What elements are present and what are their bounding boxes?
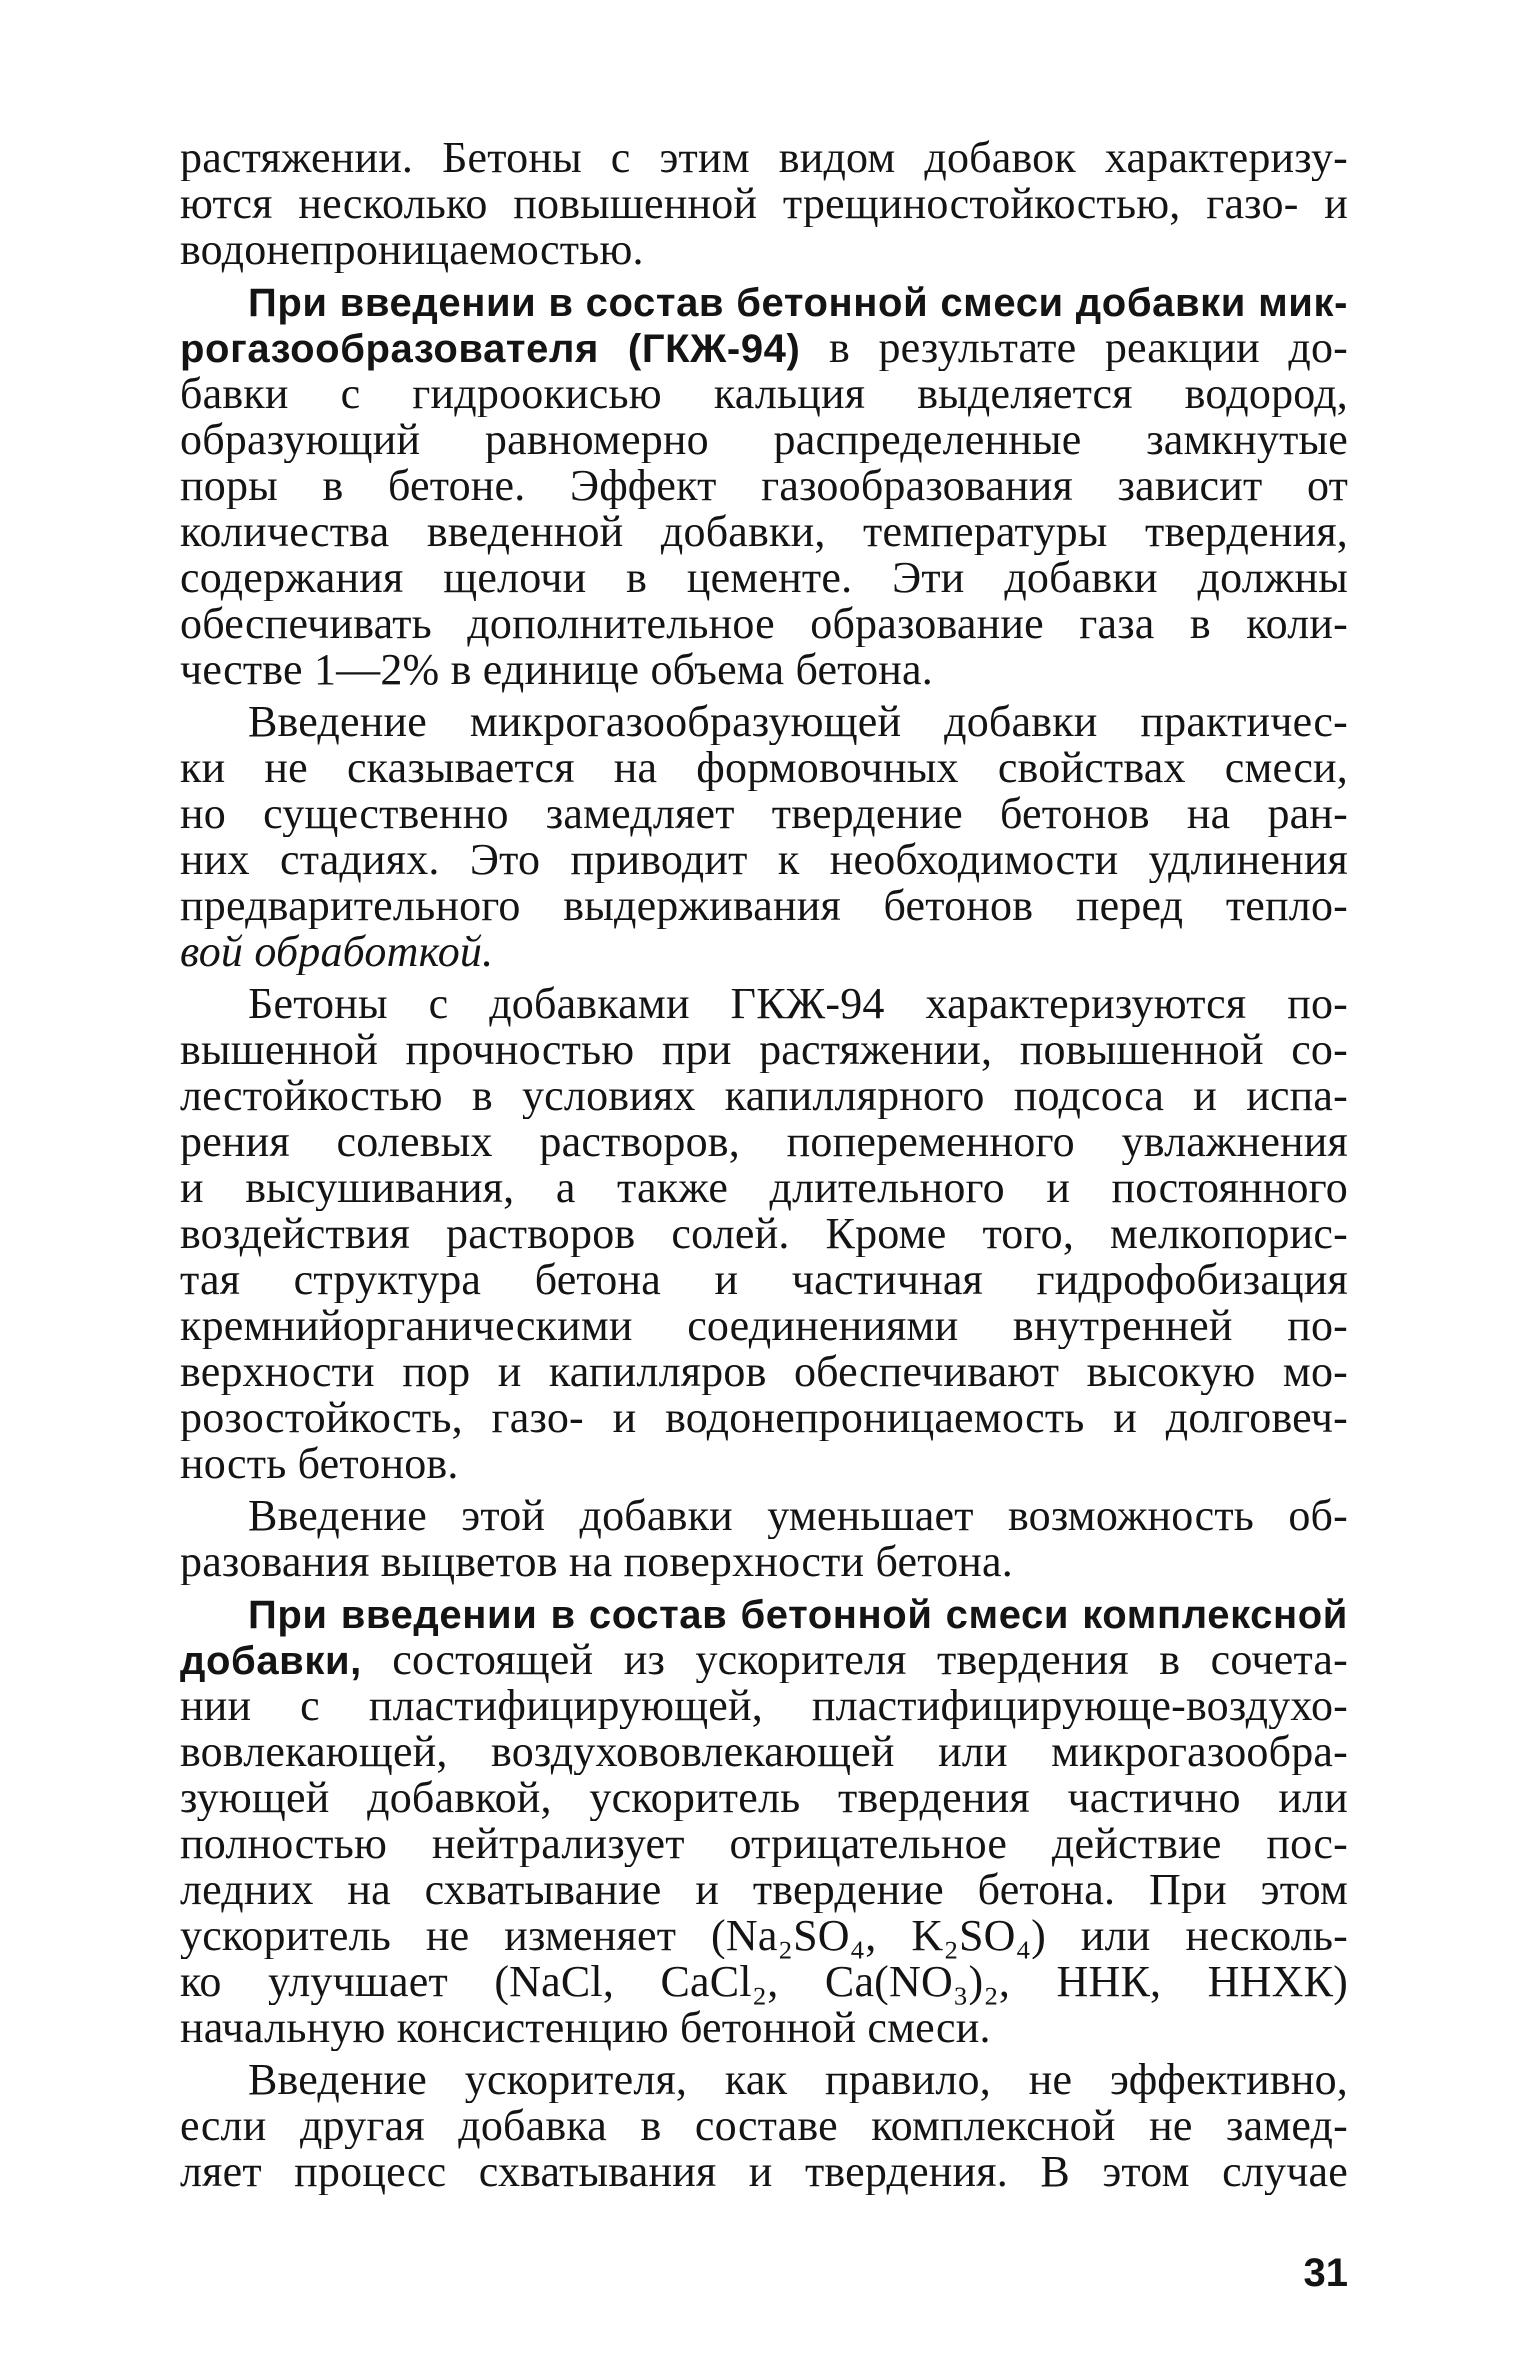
text-line: и высушивания, а также длительного и постоянного bbox=[180, 1165, 1348, 1211]
text-line: растяжении. Бетоны с этим видом добавок характеризу- bbox=[180, 135, 1348, 181]
text-line: бавки с гидроокисью кальция выделяется водород, bbox=[180, 371, 1348, 417]
text-line: вовлекающей, воздухововлекающей или микрогазообра- bbox=[180, 1729, 1348, 1775]
text-line: ются несколько повышенной трещиностойкостью, газо- и bbox=[180, 181, 1348, 227]
text-line bbox=[180, 1591, 1348, 1637]
text-line: образующий равномерно распределенные замкнутые bbox=[180, 417, 1348, 463]
text-line bbox=[180, 929, 1348, 975]
text-line: лестойкостью в условиях капиллярного подсоса и испа- bbox=[180, 1073, 1348, 1119]
text-line: ки не сказывается на формовочных свойствах смеси, bbox=[180, 745, 1348, 791]
paragraph-6 bbox=[180, 1591, 1348, 2051]
text-line: нии с пластифицирующей, пластифицирующе-воздухо- bbox=[180, 1683, 1348, 1729]
bold-lead-text: При введении в состав бетонной смеси комплексной bbox=[248, 1593, 1348, 1637]
text-line: содержания щелочи в цементе. Эти добавки должны bbox=[180, 555, 1348, 601]
text-line: честве 1—2% в единице объема бетона. bbox=[180, 647, 933, 693]
bold-lead-text: добавки, bbox=[180, 1639, 362, 1683]
book-page bbox=[180, 135, 1348, 2355]
bold-lead-text: рогазообразователя (ГКЖ-94) bbox=[180, 327, 801, 371]
text-fragment: в результате реакции до- bbox=[800, 325, 1348, 371]
paragraph-5 bbox=[180, 1493, 1348, 1585]
text-line: верхности пор и капилляров обеспечивают высокую мо- bbox=[180, 1349, 1348, 1395]
paragraph-2 bbox=[180, 279, 1348, 693]
text-line: розостойкость, газо- и водонепроницаемость и долговеч- bbox=[180, 1395, 1348, 1441]
text-line: ляет процесс схватывания и твердения. В этом случае bbox=[180, 2149, 1348, 2195]
text-fragment: состоящей из ускорителя твердения в сочета- bbox=[361, 1637, 1348, 1683]
text-line: обеспечивать дополнительное образование газа в коли- bbox=[180, 601, 1348, 647]
paragraph-1 bbox=[180, 135, 1348, 273]
paragraph-7 bbox=[180, 2057, 1348, 2195]
text-line: Бетоны с добавками ГКЖ-94 характеризуются по- bbox=[248, 981, 1348, 1027]
text-line: если другая добавка в составе комплексной не замед- bbox=[180, 2103, 1348, 2149]
text-line: Введение этой добавки уменьшает возможность об- bbox=[248, 1493, 1348, 1539]
text-line: ледних на схватывание и твердение бетона. При этом bbox=[180, 1867, 1348, 1913]
text-line: ко улучшает (NaCl, CaCl₂, Ca(NO₃)₂, ННК, ННХК) bbox=[180, 1959, 1348, 2005]
text-line: предварительного выдерживания бетонов перед тепло- bbox=[180, 883, 1348, 929]
text-line: количества введенной добавки, температуры твердения, bbox=[180, 509, 1348, 555]
text-line bbox=[180, 325, 1348, 371]
bold-lead-text: При введении в состав бетонной смеси добавки мик- bbox=[248, 281, 1348, 325]
text-line: Введение микрогазообразующей добавки практичес- bbox=[248, 699, 1348, 745]
text-line: поры в бетоне. Эффект газообразования зависит от bbox=[180, 463, 1348, 509]
text-line: рения солевых растворов, попеременного увлажнения bbox=[180, 1119, 1348, 1165]
text-line: них стадиях. Это приводит к необходимости удлинения bbox=[180, 837, 1348, 883]
text-line: разования выцветов на поверхности бетона. bbox=[180, 1539, 1013, 1585]
text-line: Введение ускорителя, как правило, не эффективно, bbox=[248, 2057, 1348, 2103]
text-line: ность бетонов. bbox=[180, 1441, 459, 1487]
text-line: вышенной прочностью при растяжении, повышенной со- bbox=[180, 1027, 1348, 1073]
text-line: тая структура бетона и частичная гидрофобизация bbox=[180, 1257, 1348, 1303]
text-line: водонепроницаемостью. bbox=[180, 227, 644, 273]
text-line: воздействия растворов солей. Кроме того, мелкопорис- bbox=[180, 1211, 1348, 1257]
text-line: зующей добавкой, ускоритель твердения частично или bbox=[180, 1775, 1348, 1821]
text-line: начальную консистенцию бетонной смеси. bbox=[180, 2005, 991, 2051]
italic-text: вой обработкой. bbox=[180, 929, 494, 975]
paragraph-4 bbox=[180, 981, 1348, 1487]
text-line: но существенно замедляет твердение бетонов на ран- bbox=[180, 791, 1348, 837]
text-line: ускоритель не изменяет (Na₂SO₄, K₂SO₄) или несколь- bbox=[180, 1913, 1348, 1959]
text-line: полностью нейтрализует отрицательное действие пос- bbox=[180, 1821, 1348, 1867]
page-number: 31 bbox=[1303, 2251, 1348, 2295]
text-line bbox=[180, 1637, 1348, 1683]
paragraph-3 bbox=[180, 699, 1348, 975]
text-line bbox=[180, 279, 1348, 325]
text-line: кремнийорганическими соединениями внутренней по- bbox=[180, 1303, 1348, 1349]
